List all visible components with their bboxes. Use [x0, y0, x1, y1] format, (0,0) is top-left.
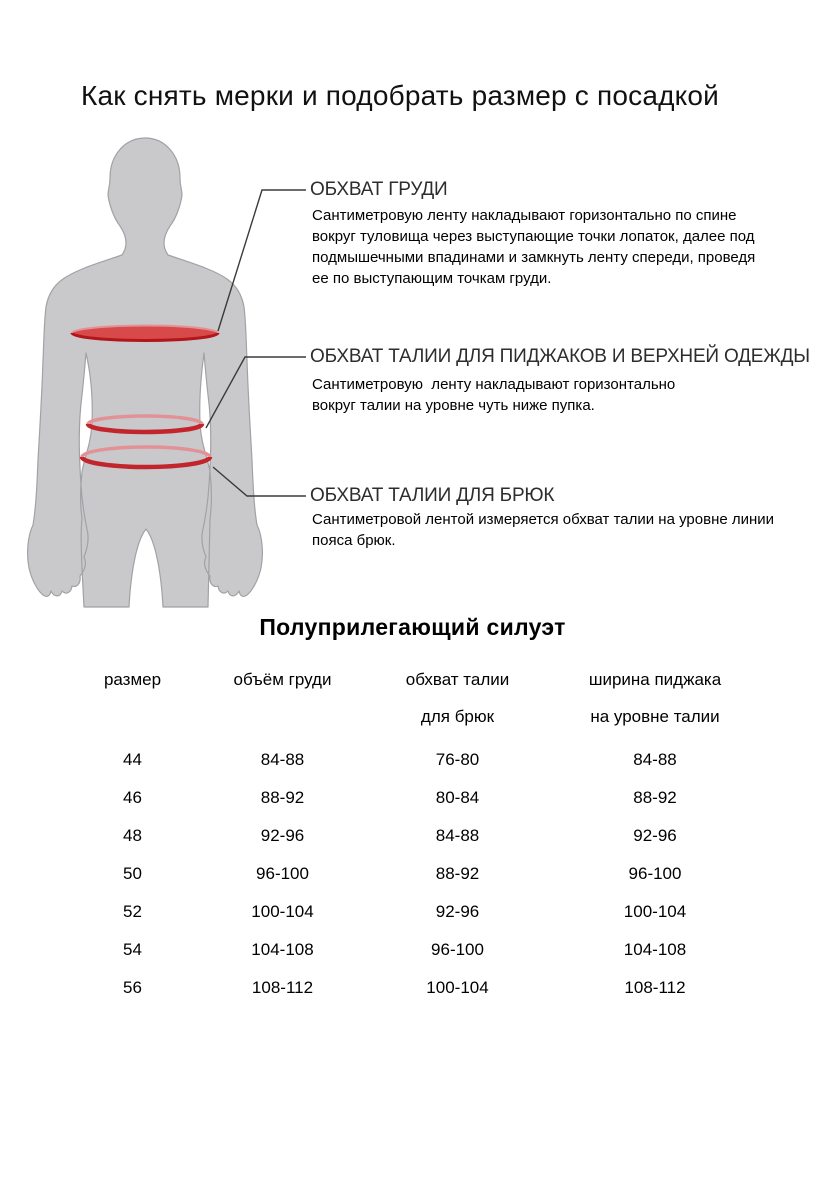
cell-chest: 104-108	[251, 940, 314, 959]
cell-jacket-width: 92-96	[633, 826, 677, 845]
cell-jacket-width: 100-104	[623, 902, 687, 921]
cell-jacket-width: 108-112	[624, 978, 686, 997]
trousers-waist-measure-description: Сантиметровой лентой измеряется обхват талии на уровне линии пояса брюк.	[312, 511, 779, 549]
cell-trouser-waist: 88-92	[435, 864, 480, 883]
cell-jacket-width: 88-92	[633, 788, 677, 807]
cell-jacket-width: 96-100	[628, 864, 682, 883]
cell-chest: 84-88	[260, 750, 305, 769]
chest-measure-description: Сантиметровую ленту накладывают горизонтально по спине вокруг туловища через выступающие точки лопаток, далее под подмышечными впадинами и замкнуть ленту спереди, проведя ее по выступающим точкам груди.	[312, 207, 760, 287]
trousers-waist-measure-heading: ОБХВАТ ТАЛИИ ДЛЯ БРЮК	[310, 485, 555, 506]
header-jacket-width: ширина пиджака	[588, 670, 722, 689]
cell-chest: 92-96	[260, 826, 305, 845]
cell-chest: 100-104	[251, 902, 314, 921]
header-size: размер	[103, 670, 162, 689]
cell-jacket-width: 104-108	[623, 940, 687, 959]
male-silhouette-figure	[0, 125, 340, 610]
jacket-waist-measure-heading: ОБХВАТ ТАЛИИ ДЛЯ ПИДЖАКОВ И ВЕРХНЕЙ ОДЕЖДЫ	[310, 346, 810, 367]
size-table-header-row	[60, 670, 755, 690]
chest-measure-band	[72, 326, 218, 341]
size-table-title: Полуприлегающий силуэт	[259, 614, 566, 640]
size-table-header-row-2	[60, 707, 755, 727]
header-trouser-waist-line2: для брюк	[420, 707, 495, 726]
cell-size: 44	[123, 750, 142, 769]
cell-size: 54	[123, 940, 142, 959]
cell-size: 46	[123, 788, 142, 807]
cell-jacket-width: 84-88	[633, 750, 677, 769]
table-row	[60, 969, 755, 1007]
cell-chest: 88-92	[260, 788, 305, 807]
cell-size: 50	[123, 864, 142, 883]
table-row	[60, 893, 755, 931]
cell-size: 56	[123, 978, 142, 997]
cell-trouser-waist: 100-104	[426, 978, 489, 997]
male-silhouette	[28, 138, 263, 607]
cell-trouser-waist: 96-100	[431, 940, 484, 959]
chest-measure-heading: ОБХВАТ ГРУДИ	[310, 179, 448, 200]
header-jacket-width-line2: на уровне талии	[590, 707, 720, 726]
cell-chest: 96-100	[256, 864, 309, 883]
size-table-body	[60, 741, 755, 1007]
table-row	[60, 855, 755, 893]
header-trouser-waist: обхват талии	[405, 670, 510, 689]
cell-trouser-waist: 92-96	[435, 902, 480, 921]
cell-size: 52	[123, 902, 142, 921]
header-size-line2	[60, 707, 205, 727]
header-chest-line2	[205, 707, 360, 727]
jacket-waist-measure-description: Сантиметровую ленту накладывают горизонтально вокруг талии на уровне чуть ниже пупка.	[312, 376, 680, 414]
table-row	[60, 779, 755, 817]
table-row	[60, 741, 755, 779]
header-chest: объём груди	[233, 670, 332, 689]
cell-size: 48	[123, 826, 142, 845]
table-row	[60, 817, 755, 855]
page-title: Как снять мерки и подобрать размер с посадкой	[80, 80, 720, 111]
cell-trouser-waist: 80-84	[435, 788, 480, 807]
cell-trouser-waist: 84-88	[435, 826, 480, 845]
cell-trouser-waist: 76-80	[435, 750, 480, 769]
table-row	[60, 931, 755, 969]
cell-chest: 108-112	[251, 978, 314, 997]
